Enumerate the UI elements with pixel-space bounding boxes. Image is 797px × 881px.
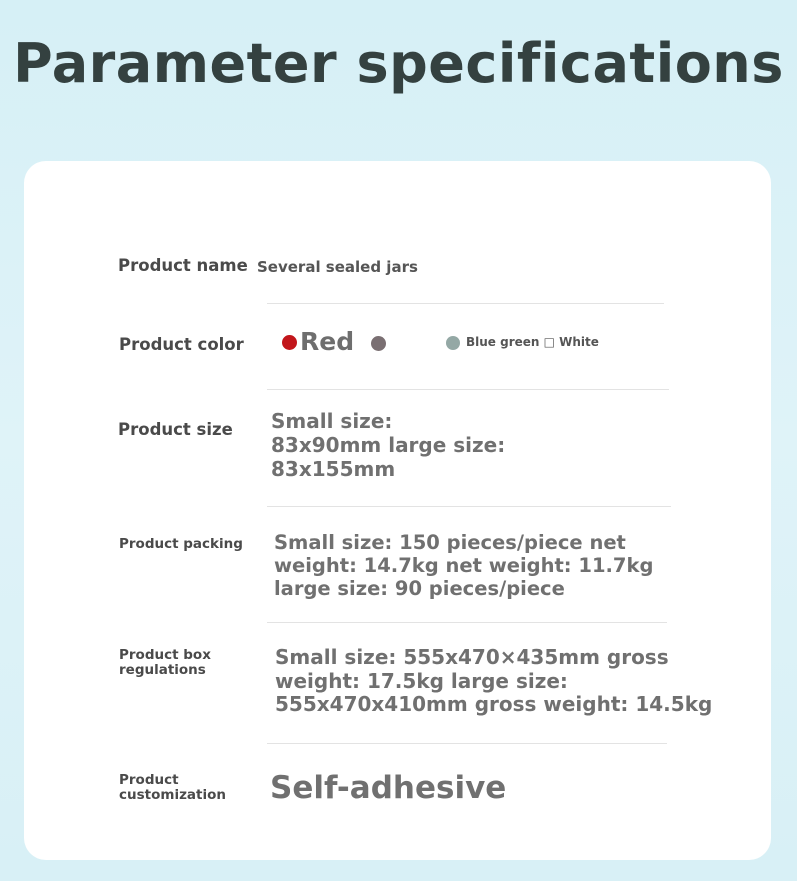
product-box-label [119,648,211,678]
product-name-label: Product name [118,256,248,275]
label-line: customization [119,787,227,803]
product-size-value [271,409,505,481]
product-customization-value: Self-adhesive [270,770,507,806]
mauve-swatch-icon [371,336,386,351]
divider [267,389,669,390]
blue-green-white-text: Blue green □ White [466,335,599,349]
spec-card [24,161,771,860]
red-color-text: Red [300,327,355,356]
blue-green-swatch-icon [446,336,460,350]
divider [267,303,664,304]
divider [267,743,667,744]
packing-line: large size: 90 pieces/piece [274,577,565,600]
box-line: Small size: 555x470×435mm gross [275,645,669,669]
box-line: 555x470x410mm gross weight: 14.5kg [275,692,713,716]
product-name-value: Several sealed jars [257,258,418,276]
product-color-label: Product color [119,335,244,354]
page-title: Parameter specifications [13,32,784,95]
label-line: regulations [119,662,206,678]
packing-line: Small size: 150 pieces/piece net [274,531,626,554]
packing-line: weight: 14.7kg net weight: 11.7kg [274,554,654,577]
red-swatch-icon [282,335,297,350]
size-line: Small size: [271,409,393,433]
product-packing-value [274,531,653,600]
box-line: weight: 17.5kg large size: [275,668,568,693]
product-packing-label: Product packing [119,536,243,552]
product-size-label: Product size [118,420,233,439]
size-line: 83x90mm large size: [271,433,506,457]
divider [267,506,671,507]
label-line: Product [119,772,179,788]
product-customization-label [119,773,226,803]
size-line: 83x155mm [271,457,396,481]
product-box-value [275,646,712,717]
label-line: Product box [119,647,211,663]
divider [267,622,667,623]
